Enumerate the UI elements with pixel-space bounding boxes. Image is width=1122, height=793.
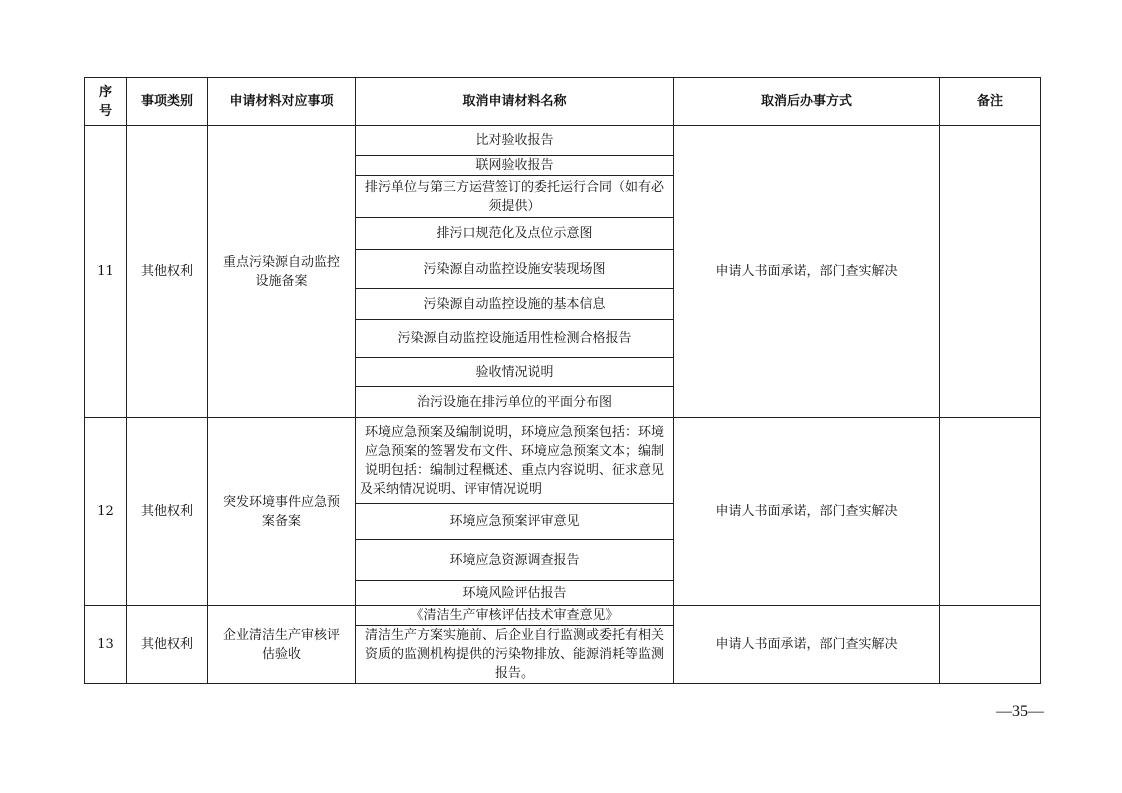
header-no: 序号	[85, 78, 127, 126]
header-method: 取消后办事方式	[674, 78, 940, 126]
row-category: 其他权利	[127, 126, 208, 418]
material-cell: 排污单位与第三方运营签订的委托运行合同（如有必须提供）	[356, 176, 674, 218]
table-header-row	[85, 78, 1041, 126]
header-material: 取消申请材料名称	[356, 78, 674, 126]
material-cell: 污染源自动监控设施安装现场图	[356, 250, 674, 289]
table-row	[85, 418, 1041, 504]
material-cell: 环境应急预案评审意见	[356, 504, 674, 540]
material-cell: 环境应急资源调查报告	[356, 540, 674, 581]
row-item: 重点污染源自动监控设施备案	[208, 126, 356, 418]
row-no: 11	[85, 126, 127, 418]
row-remark	[940, 606, 1041, 684]
row-method: 申请人书面承诺，部门查实解决	[674, 418, 940, 606]
materials-table	[84, 77, 1041, 684]
material-cell: 环境风险评估报告	[356, 581, 674, 606]
material-cell: 污染源自动监控设施的基本信息	[356, 289, 674, 320]
material-cell: 清洁生产方案实施前、后企业自行监测或委托有相关资质的监测机构提供的污染物排放、能源消耗等监测报告。	[356, 626, 674, 684]
header-item: 申请材料对应事项	[208, 78, 356, 126]
row-category: 其他权利	[127, 606, 208, 684]
table-row	[85, 606, 1041, 626]
row-no: 13	[85, 606, 127, 684]
material-cell: 《清洁生产审核评估技术审查意见》	[356, 606, 674, 626]
header-remark: 备注	[940, 78, 1041, 126]
material-cell: 比对验收报告	[356, 126, 674, 156]
row-no: 12	[85, 418, 127, 606]
material-cell: 环境应急预案及编制说明，环境应急预案包括：环境应急预案的签署发布文件、环境应急预案文本；编制说明包括：编制过程概述、重点内容说明、征求意见及采纳情况说明、评审情况说明	[356, 418, 674, 504]
table-row	[85, 126, 1041, 156]
row-item: 企业清洁生产审核评估验收	[208, 606, 356, 684]
material-cell: 联网验收报告	[356, 156, 674, 176]
material-cell: 排污口规范化及点位示意图	[356, 218, 674, 250]
material-cell: 验收情况说明	[356, 358, 674, 387]
header-category: 事项类别	[127, 78, 208, 126]
material-cell: 污染源自动监控设施适用性检测合格报告	[356, 320, 674, 358]
row-item: 突发环境事件应急预案备案	[208, 418, 356, 606]
row-method: 申请人书面承诺，部门查实解决	[674, 606, 940, 684]
material-cell: 治污设施在排污单位的平面分布图	[356, 387, 674, 418]
row-method: 申请人书面承诺，部门查实解决	[674, 126, 940, 418]
row-remark	[940, 418, 1041, 606]
page-number: —35—	[996, 703, 1044, 720]
row-remark	[940, 126, 1041, 418]
row-category: 其他权利	[127, 418, 208, 606]
